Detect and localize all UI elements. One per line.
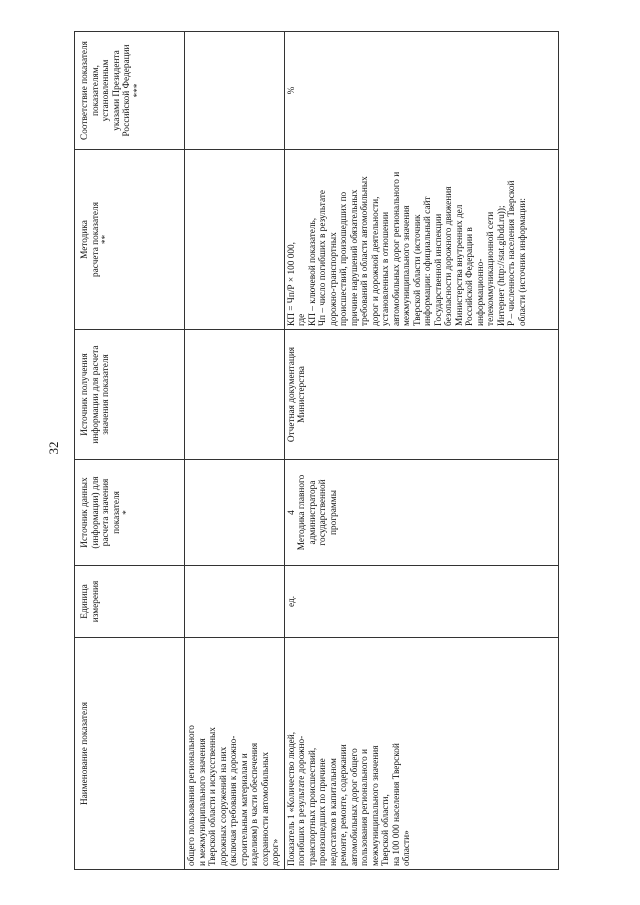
header-info-source: Источник получения информации для расчета значения показателя [75, 330, 185, 460]
continuation-empty-cell [185, 32, 285, 150]
rotated-page [74, 31, 559, 870]
continuation-empty-cell [185, 330, 285, 460]
indicator-1-name: Показатель 1 «Количество людей, погибших в результате дорожно- транспортных происшествий, произошедших по причине недостатков в капитальном ремонте, ремонте, содержании автомобильных дорог общего пользования регионального и межмуниципального значения Тверской области, на 100 000 населения Тверской области» [284, 638, 558, 870]
header-data-source: Источник данных (информации) для расчета значения показателя * [75, 460, 185, 566]
continuation-empty-cell [185, 150, 285, 330]
header-compliance: Соответствие показателя показателям, установленным указами Президента Российской Федерации *** [75, 32, 185, 150]
page-number: 32 [46, 441, 61, 455]
indicator-1-data-source [284, 460, 558, 566]
table-header-row [75, 32, 185, 870]
indicator-table [74, 31, 559, 870]
table-row-indicator-1 [284, 32, 558, 870]
header-unit: Единица измерения [75, 566, 185, 638]
table-row-continuation [185, 32, 285, 870]
header-indicator-name: Наименование показателя [75, 638, 185, 870]
continuation-empty-cell [185, 460, 285, 566]
indicator-1-source-text: Методика главного администратора государственной программы [297, 474, 339, 551]
continuation-indicator-name: общего пользования регионального и межмуниципального значения Тверской области и искусственных дорожных сооружений на них (включая требования к дорожно- строительным материалам и изделиям) в части обеспечения сохранности автомобильных дорог» [185, 638, 285, 870]
indicator-1-compliance: % [284, 32, 558, 150]
header-method: Методика расчета показателя ** [75, 150, 185, 330]
indicator-1-source-number: 4 [286, 510, 297, 515]
indicator-1-unit: ед. [284, 566, 558, 638]
indicator-1-method: КП = Чп/Р × 100 000, где КП – ключевой показатель, Чп – число погибших в результате дорожно-транспортных происшествий, произошедших по причине нарушений обязательных требований в области автомобильных дорог и дорожной деятельности, установленных в отношении автомобильных дорог регионального и межмуниципального значения Тверской области (источник информации: официальный сайт Государственной инспекции безопасности дорожного движения Министерства внутренних дел Российской Федерации в информационно- телекоммуникационной сети Интернет (http://stat.gibdd.ru)); Р – численность населения Тверской области (источник информации: [284, 150, 558, 330]
indicator-1-info-source: Отчетная документация Министерства [284, 330, 558, 460]
continuation-empty-cell [185, 566, 285, 638]
